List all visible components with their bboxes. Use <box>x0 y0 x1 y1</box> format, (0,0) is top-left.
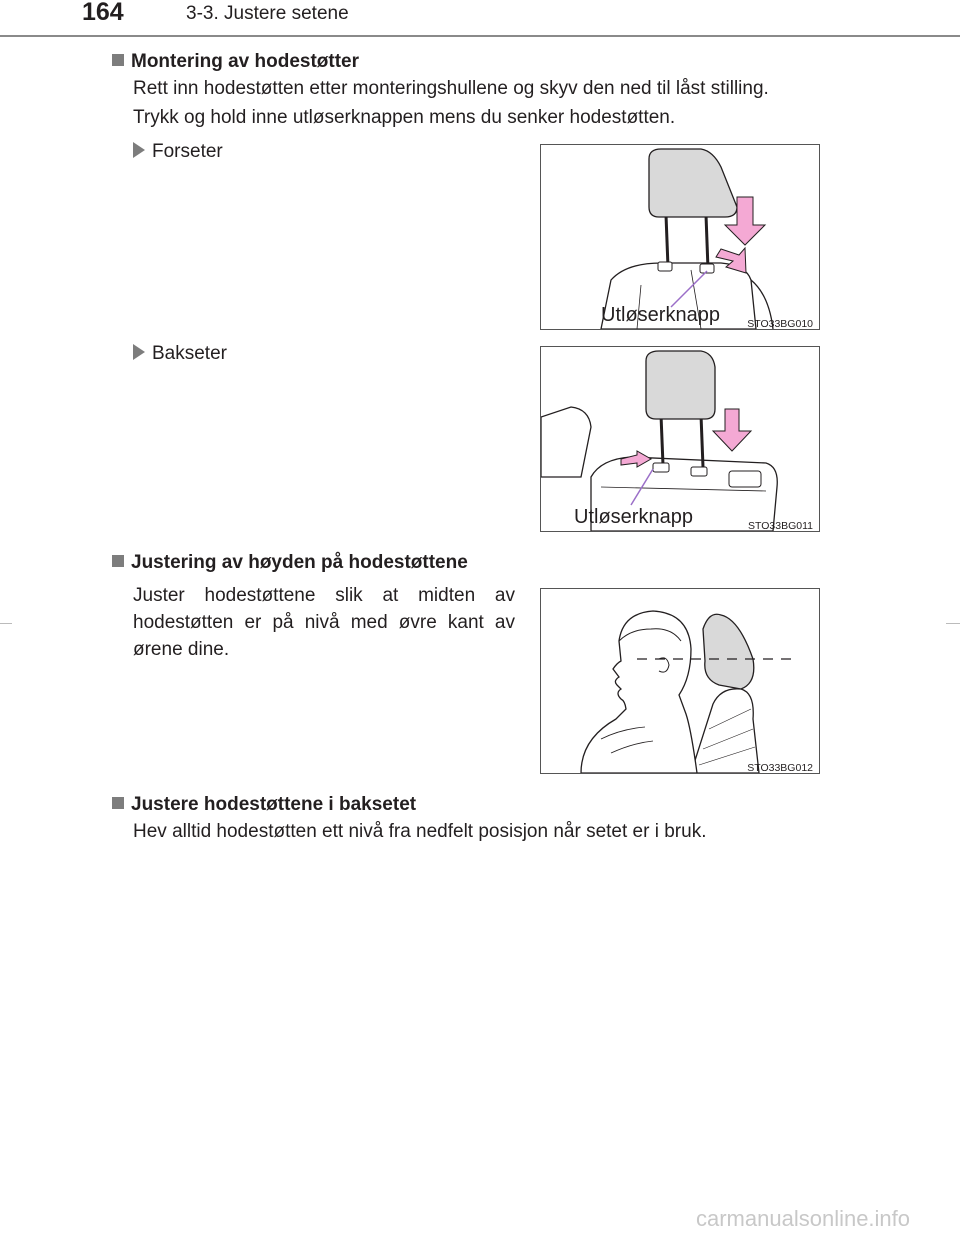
rear-seat-heading-text: Justere hodestøttene i baksetet <box>131 794 417 815</box>
square-bullet-icon <box>112 555 124 567</box>
rear-figure-code: STO33BG011 <box>748 520 813 531</box>
section-title: 3-3. Justere setene <box>186 3 349 24</box>
rear-seat-label <box>133 343 227 365</box>
height-heading <box>112 552 468 574</box>
front-figure-code: STO33BG010 <box>747 318 813 329</box>
front-callout-label: Utløserknapp <box>601 304 720 326</box>
height-text: Juster hodestøttene slik at midten av hodestøtten er på nivå med øvre kant av ørene dine. <box>133 585 515 660</box>
front-seat-figure <box>540 144 820 330</box>
head-alignment-figure <box>540 588 820 774</box>
rear-callout-label: Utløserknapp <box>574 506 693 528</box>
watermark[interactable]: carmanualsonline.info <box>696 1206 911 1231</box>
rear-seat-label-text: Bakseter <box>152 343 227 364</box>
rear-seat-heading <box>112 794 416 816</box>
mounting-line-1: Rett inn hodestøtten etter monteringshullene og skyv den ned til låst stilling. <box>133 78 769 99</box>
mounting-heading-text: Montering av hodestøtter <box>131 51 360 72</box>
rear-seat-text: Hev alltid hodestøtten ett nivå fra nedfelt posisjon når setet er i bruk. <box>133 821 707 842</box>
mounting-heading <box>112 51 359 73</box>
crop-mark-right <box>946 623 960 624</box>
triangle-bullet-icon <box>133 142 145 158</box>
alignment-figure-code: STO33BG012 <box>747 762 813 773</box>
rear-seat-figure <box>540 346 820 532</box>
page-number: 164 <box>82 0 124 26</box>
triangle-bullet-icon <box>133 344 145 360</box>
height-heading-text: Justering av høyden på hodestøttene <box>131 552 468 573</box>
front-seat-label-text: Forseter <box>152 141 223 162</box>
header-divider <box>0 35 960 37</box>
front-seat-label <box>133 141 223 163</box>
crop-mark-left <box>0 623 12 624</box>
square-bullet-icon <box>112 54 124 66</box>
square-bullet-icon <box>112 797 124 809</box>
mounting-line-2: Trykk og hold inne utløserknappen mens du senker hodestøtten. <box>133 107 676 128</box>
